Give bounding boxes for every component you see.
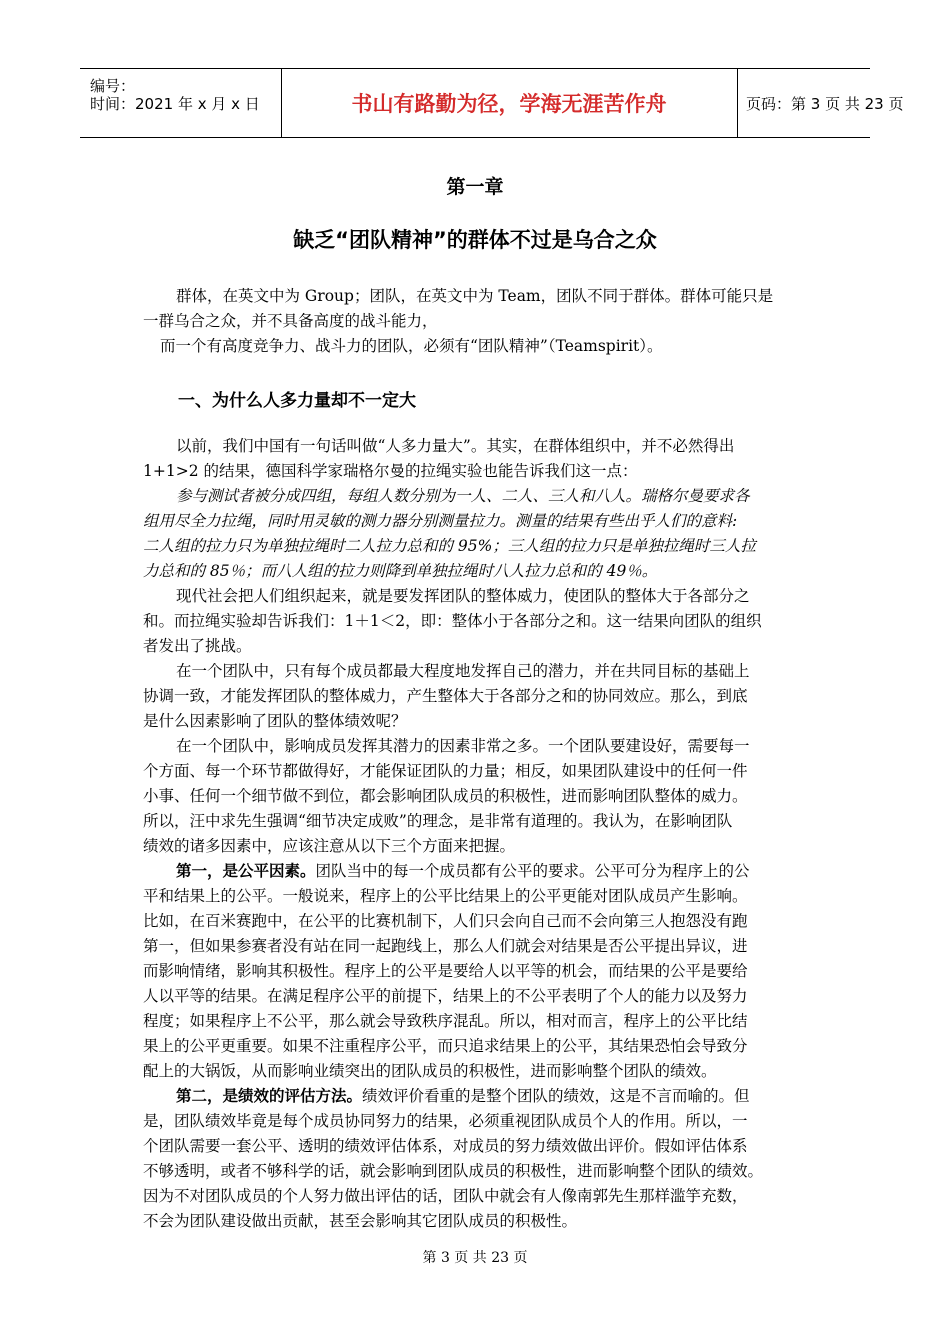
text-line (176, 861, 750, 881)
header-page-info: 页码：第 3 页 共 23 页 (746, 94, 904, 113)
text-span: 绩效评价看重的是整个团队的绩效，这是不言而喻的。但 (362, 1087, 750, 1105)
text-line: 配上的大锅饭，从而影响业绩突出的团队成员的积极性，进而影响整个团队的绩效。 (143, 1062, 717, 1080)
text-line: 是什么因素影响了团队的整体绩效呢？ (143, 712, 407, 730)
text-line: 小事、任何一个细节做不到位，都会影响团队成员的积极性，进而影响团队整体的威力。 (143, 787, 748, 805)
text-line: 在一个团队中，只有每个成员都最大程度地发挥自己的潜力，并在共同目标的基础上 (176, 662, 750, 680)
chapter-title: 缺乏“团队精神”的群体不过是乌合之众 (293, 228, 657, 252)
text-line: 因为不对团队成员的个人努力做出评估的话，团队中就会有人像南郭先生那样滥竽充数， (143, 1187, 748, 1205)
text-line: 绩效的诸多因素中，应该注意从以下三个方面来把握。 (143, 837, 516, 855)
text-line: 个方面、每一个环节都做得好，才能保证团队的力量；相反，如果团队建设中的任何一件 (143, 762, 748, 780)
text-line: 1+1>2 的结果，德国科学家瑞格尔曼的拉绳实验也能告诉我们这一点： (143, 462, 638, 480)
text-line (176, 1086, 750, 1106)
text-line: 而影响情绪，影响其积极性。程序上的公平是要给人以平等的机会，而结果的公平是要给 (143, 962, 748, 980)
text-line: 不够透明，或者不够科学的话，就会影响到团队成员的积极性，进而影响整个团队的绩效。 (143, 1162, 764, 1180)
quote-line: 组用尽全力拉绳，同时用灵敏的测力器分别测量拉力。测量的结果有些出乎人们的意料: (143, 512, 738, 530)
text-line: 第一，但如果参赛者没有站在同一起跑线上，那么人们就会对结果是否公平提出异议，进 (143, 937, 748, 955)
text-line: 以前，我们中国有一句话叫做“人多力量大”。其实，在群体组织中，并不必然得出 (176, 437, 735, 455)
text-span: 团队当中的每一个成员都有公平的要求。公平可分为程序上的公 (315, 862, 750, 880)
text-line: 协调一致，才能发挥团队的整体威力，产生整体大于各部分之和的协同效应。那么，到底 (143, 687, 748, 705)
text-line: 果上的公平更重要。如果不注重程序公平，而只追求结果上的公平，其结果恐怕会导致分 (143, 1037, 748, 1055)
quote-line: 参与测试者被分成四组，每组人数分别为一人、二人、三人和八人。瑞格尔曼要求各 (176, 487, 750, 505)
page-footer: 第 3 页 共 23 页 (422, 1250, 528, 1266)
section-heading: 一、为什么人多力量却不一定大 (178, 391, 416, 411)
text-line: 程度；如果程序上不公平，那么就会导致秩序混乱。所以，相对而言，程序上的公平比结 (143, 1012, 748, 1030)
quote-line: 力总和的 85％；而八人组的拉力则降到单独拉绳时八人拉力总和的 49％。 (143, 562, 658, 580)
header-meta (80, 69, 282, 137)
number-label: 编号： (90, 77, 136, 95)
text-line: 平和结果上的公平。一般说来，程序上的公平比结果上的公平更能对团队成员产生影响。 (143, 887, 748, 905)
text-line: 群体，在英文中为 Group；团队，在英文中为 Team，团队不同于群体。群体可能只是 (176, 287, 774, 305)
page-header (80, 68, 904, 138)
text-line: 而一个有高度竞争力、战斗力的团队，必须有“团队精神”（Teamspirit）。 (160, 337, 663, 355)
text-line: 者发出了挑战。 (143, 637, 252, 655)
text-line: 是，团队绩效毕竟是每个成员协同努力的结果，必须重视团队成员个人的作用。所以，一 (143, 1112, 748, 1130)
chapter-number: 第一章 (446, 176, 504, 198)
time-label: 时间：2021 年 x 月 x 日 (90, 95, 260, 113)
text-line: 比如，在百米赛跑中，在公平的比赛机制下，人们只会向自己而不会向第三人抱怨没有跑 (143, 912, 748, 930)
header-motto: 书山有路勤为径，学海无涯苦作舟 (281, 69, 738, 137)
text-line: 个团队需要一套公平、透明的绩效评估体系，对成员的努力绩效做出评价。假如评估体系 (143, 1137, 748, 1155)
text-line: 不会为团队建设做出贡献，甚至会影响其它团队成员的积极性。 (143, 1212, 578, 1230)
lead-phrase: 第二，是绩效的评估方法。 (176, 1087, 363, 1105)
quote-line: 二人组的拉力只为单独拉绳时二人拉力总和的 95%；三人组的拉力只是单独拉绳时三人拉 (143, 537, 756, 555)
text-line: 在一个团队中，影响成员发挥其潜力的因素非常之多。一个团队要建设好，需要每一 (176, 737, 750, 755)
text-line: 所以，汪中求先生强调“细节决定成败”的理念，是非常有道理的。我认为，在影响团队 (143, 812, 733, 830)
text-line: 一群乌合之众，并不具备高度的战斗能力， (143, 312, 438, 330)
text-line: 和。而拉绳实验却告诉我们：1＋1＜2，即：整体小于各部分之和。这一结果向团队的组织 (143, 612, 762, 630)
text-line: 现代社会把人们组织起来，就是要发挥团队的整体威力，使团队的整体大于各部分之 (176, 587, 750, 605)
text-line: 人以平等的结果。在满足程序公平的前提下，结果上的不公平表明了个人的能力以及努力 (143, 987, 748, 1005)
lead-phrase: 第一，是公平因素。 (176, 862, 316, 880)
